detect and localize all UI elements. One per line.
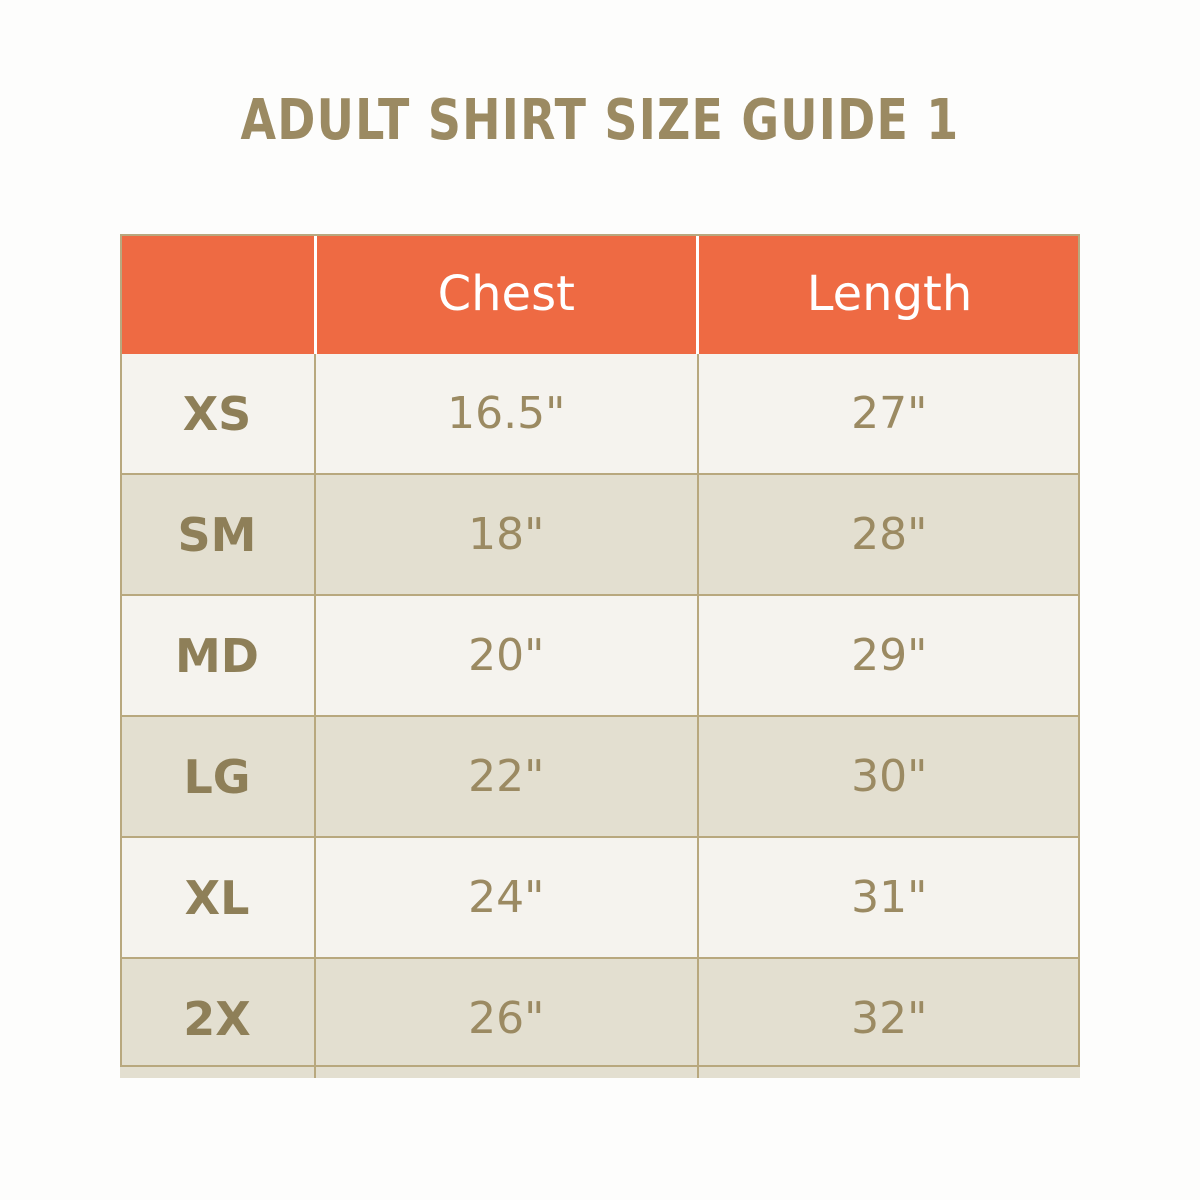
table-row [120, 958, 1080, 1078]
cell-length: 28" [698, 474, 1081, 595]
cell-chest: 16.5" [315, 354, 698, 474]
cell-length: 27" [698, 354, 1081, 474]
table-row [120, 716, 1080, 837]
cell-chest: 26" [315, 958, 698, 1078]
table-body [120, 354, 1080, 1078]
column-header-chest: Chest [315, 234, 698, 354]
cell-chest: 18" [315, 474, 698, 595]
size-chart-table [120, 234, 1080, 1078]
cell-length: 32" [698, 958, 1081, 1078]
cell-length: 29" [698, 595, 1081, 716]
size-chart-table-container [120, 234, 1080, 1078]
cell-size: MD [120, 595, 315, 716]
cell-size: 2X [120, 958, 315, 1078]
cell-chest: 24" [315, 837, 698, 958]
cell-length: 31" [698, 837, 1081, 958]
table-row [120, 354, 1080, 474]
table-row [120, 595, 1080, 716]
cell-size: XL [120, 837, 315, 958]
table-header [120, 234, 1080, 354]
cell-chest: 20" [315, 595, 698, 716]
cell-size: LG [120, 716, 315, 837]
page-title: ADULT SHIRT SIZE GUIDE 1 [240, 88, 960, 153]
cell-length: 30" [698, 716, 1081, 837]
table-row [120, 474, 1080, 595]
table-header-row [120, 234, 1080, 354]
column-header-length: Length [698, 234, 1081, 354]
column-header-size [120, 234, 315, 354]
table-row [120, 837, 1080, 958]
cell-size: XS [120, 354, 315, 474]
cell-size: SM [120, 474, 315, 595]
cell-chest: 22" [315, 716, 698, 837]
